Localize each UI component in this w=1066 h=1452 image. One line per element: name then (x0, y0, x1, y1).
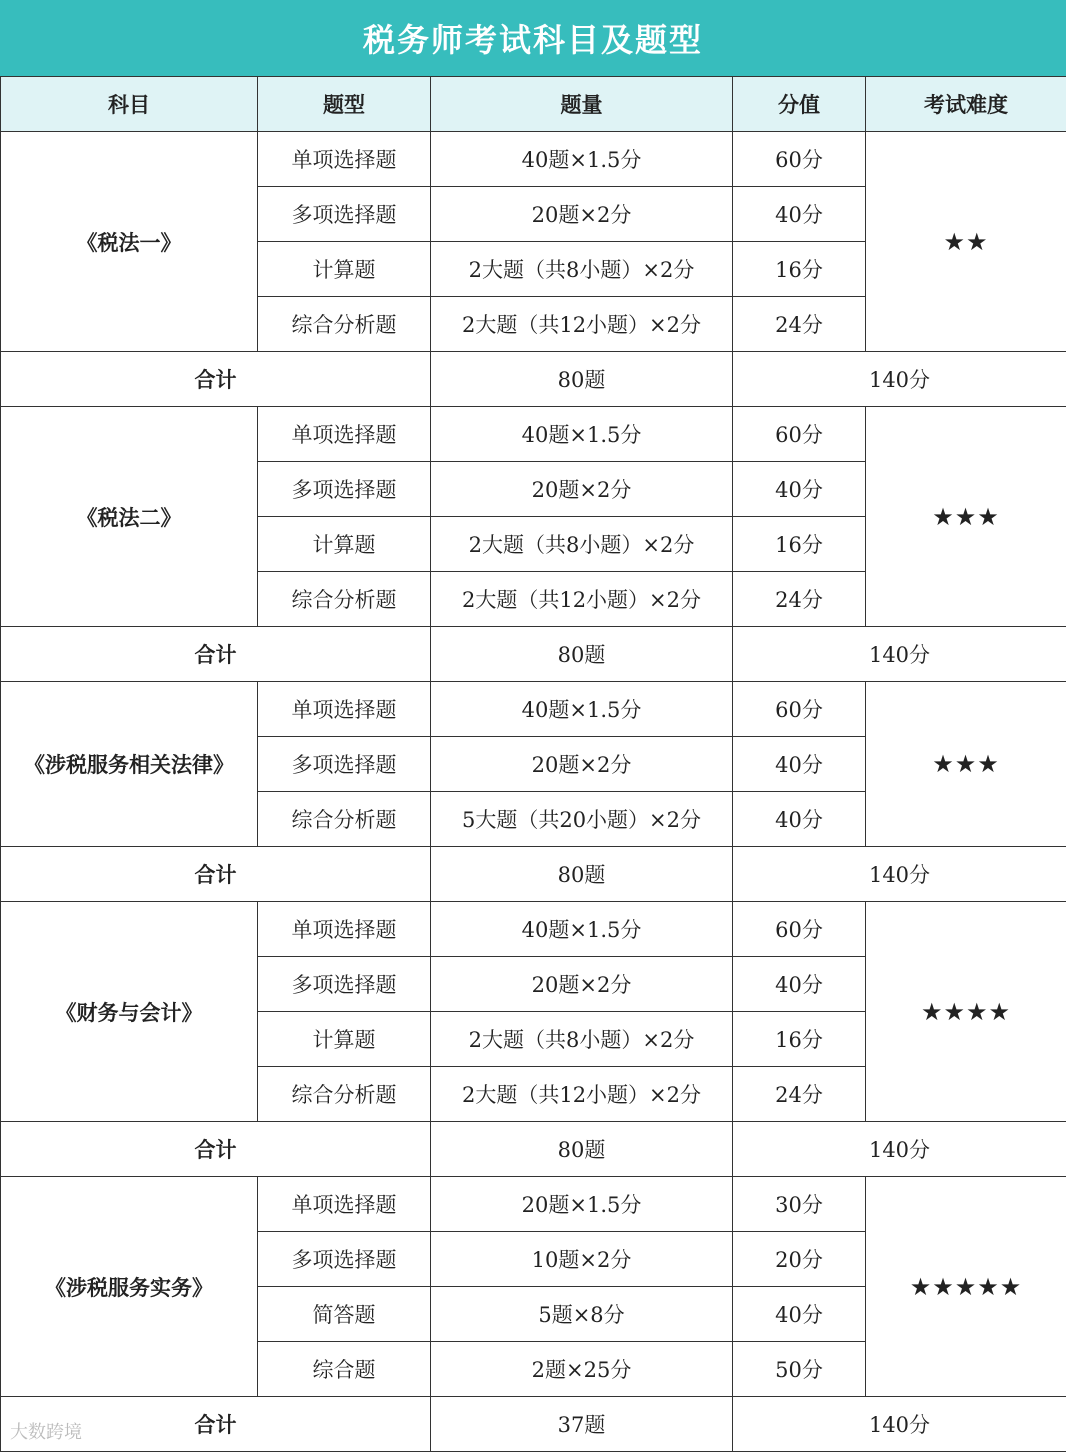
score-cell: 50分 (733, 1342, 866, 1397)
question-count-cell: 40题×1.5分 (431, 132, 733, 187)
total-label: 合计 (1, 1122, 431, 1177)
question-count-cell: 2题×25分 (431, 1342, 733, 1397)
total-score: 140分 (733, 627, 1066, 682)
score-cell: 40分 (733, 957, 866, 1012)
question-type-cell: 单项选择题 (258, 682, 431, 737)
header-subject: 科目 (1, 77, 258, 132)
subject-cell: 《涉税服务相关法律》 (1, 682, 258, 847)
question-count-cell: 40题×1.5分 (431, 407, 733, 462)
subject-cell: 《税法一》 (1, 132, 258, 352)
question-count-cell: 5题×8分 (431, 1287, 733, 1342)
question-type-cell: 综合分析题 (258, 1067, 431, 1122)
score-cell: 40分 (733, 462, 866, 517)
question-count-cell: 10题×2分 (431, 1232, 733, 1287)
question-count-cell: 20题×2分 (431, 462, 733, 517)
total-question-count: 80题 (431, 847, 733, 902)
total-question-count: 80题 (431, 1122, 733, 1177)
watermark: 大数跨境 (10, 1422, 82, 1443)
score-cell: 60分 (733, 132, 866, 187)
score-cell: 40分 (733, 187, 866, 242)
question-type-cell: 多项选择题 (258, 462, 431, 517)
score-cell: 40分 (733, 737, 866, 792)
question-count-cell: 20题×1.5分 (431, 1177, 733, 1232)
subject-cell: 《税法二》 (1, 407, 258, 627)
question-type-cell: 多项选择题 (258, 187, 431, 242)
header-question-type: 题型 (258, 77, 431, 132)
difficulty-stars: ★★★ (866, 682, 1066, 847)
question-type-cell: 计算题 (258, 242, 431, 297)
question-type-cell: 多项选择题 (258, 957, 431, 1012)
total-question-count: 37题 (431, 1397, 733, 1452)
page-title: 税务师考试科目及题型 (0, 0, 1066, 76)
question-type-cell: 综合分析题 (258, 572, 431, 627)
question-count-cell: 20题×2分 (431, 737, 733, 792)
score-cell: 60分 (733, 902, 866, 957)
total-row (1, 627, 1066, 682)
score-cell: 24分 (733, 1067, 866, 1122)
header-difficulty: 考试难度 (866, 77, 1066, 132)
question-type-cell: 单项选择题 (258, 1177, 431, 1232)
total-label: 合计 (1, 627, 431, 682)
score-cell: 24分 (733, 297, 866, 352)
difficulty-stars: ★★★★ (866, 902, 1066, 1122)
question-type-cell: 计算题 (258, 1012, 431, 1067)
score-cell: 16分 (733, 517, 866, 572)
question-type-cell: 多项选择题 (258, 737, 431, 792)
score-cell: 16分 (733, 242, 866, 297)
total-label: 合计 (1, 352, 431, 407)
question-type-cell: 综合题 (258, 1342, 431, 1397)
total-score: 140分 (733, 352, 1066, 407)
question-type-cell: 单项选择题 (258, 407, 431, 462)
question-count-cell: 40题×1.5分 (431, 902, 733, 957)
total-question-count: 80题 (431, 627, 733, 682)
score-cell: 60分 (733, 407, 866, 462)
score-cell: 60分 (733, 682, 866, 737)
total-score: 140分 (733, 847, 1066, 902)
question-type-cell: 多项选择题 (258, 1232, 431, 1287)
question-count-cell: 5大题（共20小题）×2分 (431, 792, 733, 847)
question-count-cell: 2大题（共8小题）×2分 (431, 242, 733, 297)
header-question-count: 题量 (431, 77, 733, 132)
total-score: 140分 (733, 1122, 1066, 1177)
score-cell: 24分 (733, 572, 866, 627)
total-question-count: 80题 (431, 352, 733, 407)
question-type-cell: 简答题 (258, 1287, 431, 1342)
question-count-cell: 2大题（共12小题）×2分 (431, 1067, 733, 1122)
header-score: 分值 (733, 77, 866, 132)
difficulty-stars: ★★★★★ (866, 1177, 1066, 1397)
exam-table (0, 76, 1066, 1452)
table-row (1, 132, 1066, 187)
question-count-cell: 20题×2分 (431, 187, 733, 242)
question-type-cell: 单项选择题 (258, 132, 431, 187)
table-header-row (1, 77, 1066, 132)
question-count-cell: 2大题（共8小题）×2分 (431, 517, 733, 572)
total-label: 合计 (1, 1397, 431, 1452)
score-cell: 40分 (733, 792, 866, 847)
difficulty-stars: ★★★ (866, 407, 1066, 627)
score-cell: 30分 (733, 1177, 866, 1232)
total-row (1, 1397, 1066, 1452)
total-label: 合计 (1, 847, 431, 902)
total-score: 140分 (733, 1397, 1066, 1452)
question-type-cell: 单项选择题 (258, 902, 431, 957)
subject-cell: 《财务与会计》 (1, 902, 258, 1122)
subject-cell: 《涉税服务实务》 (1, 1177, 258, 1397)
table-row (1, 902, 1066, 957)
question-type-cell: 综合分析题 (258, 792, 431, 847)
score-cell: 16分 (733, 1012, 866, 1067)
table-row (1, 682, 1066, 737)
difficulty-stars: ★★ (866, 132, 1066, 352)
total-row (1, 847, 1066, 902)
table-body (1, 132, 1066, 1452)
table-row (1, 407, 1066, 462)
total-row (1, 1122, 1066, 1177)
question-count-cell: 2大题（共8小题）×2分 (431, 1012, 733, 1067)
question-count-cell: 20题×2分 (431, 957, 733, 1012)
question-count-cell: 2大题（共12小题）×2分 (431, 572, 733, 627)
score-cell: 40分 (733, 1287, 866, 1342)
question-type-cell: 综合分析题 (258, 297, 431, 352)
question-count-cell: 40题×1.5分 (431, 682, 733, 737)
total-row (1, 352, 1066, 407)
question-count-cell: 2大题（共12小题）×2分 (431, 297, 733, 352)
table-row (1, 1177, 1066, 1232)
question-type-cell: 计算题 (258, 517, 431, 572)
score-cell: 20分 (733, 1232, 866, 1287)
